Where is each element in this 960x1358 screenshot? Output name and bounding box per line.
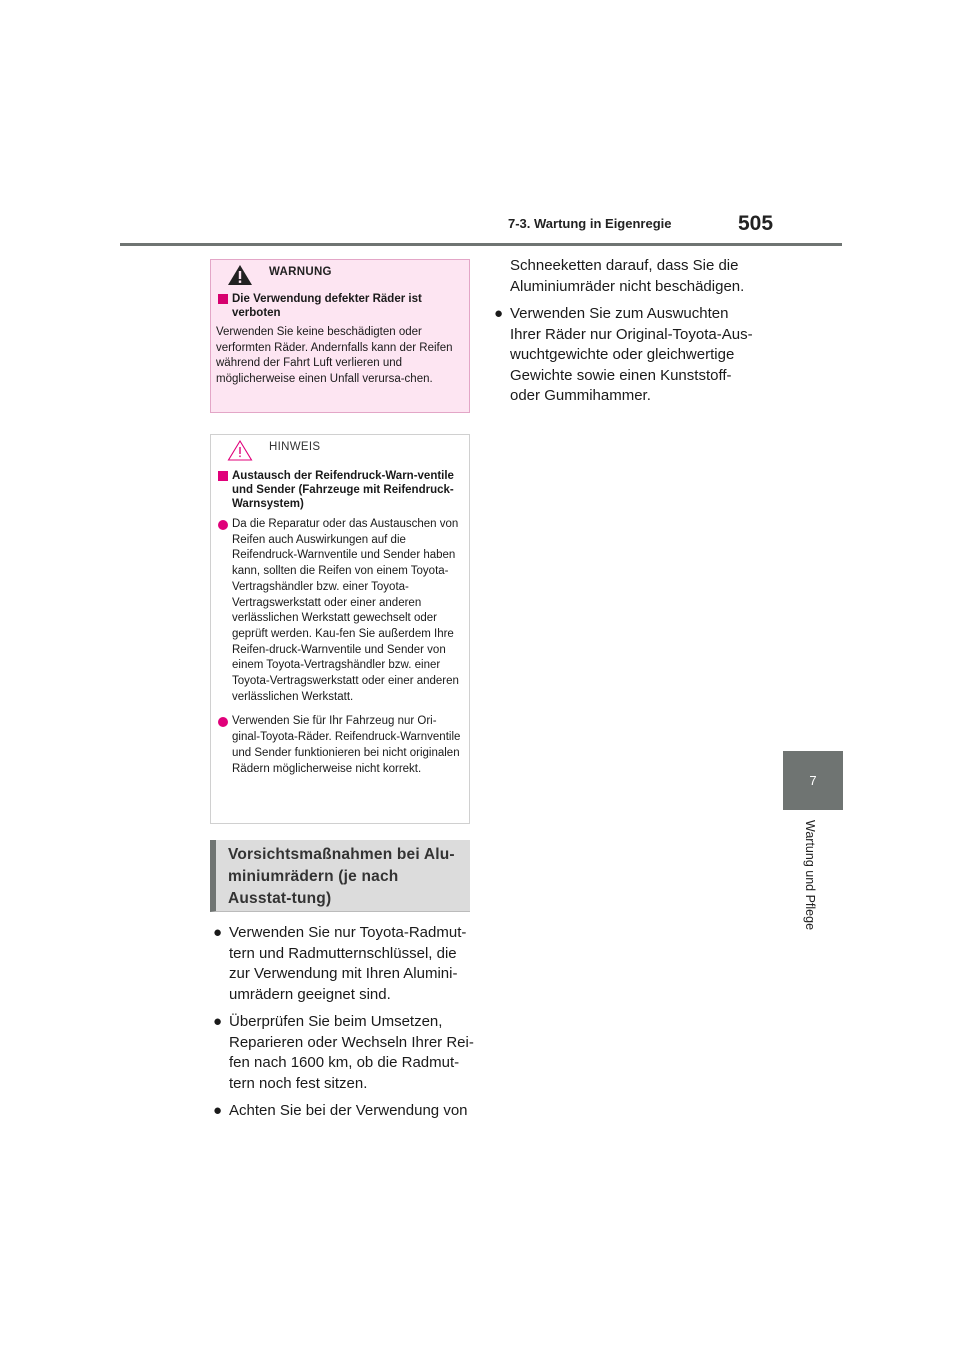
list-item — [213, 923, 475, 1005]
section-title: 7-3. Wartung in Eigenregie — [508, 216, 672, 231]
section-heading-text: Vorsichtsmaßnahmen bei Alu-miniumrädern (je nach Ausstat-tung) — [228, 846, 455, 907]
chapter-label: Wartung und Pflege — [803, 820, 817, 931]
list-item — [213, 1012, 475, 1094]
section-heading — [210, 840, 470, 912]
list-item — [216, 517, 461, 705]
hinweis-title: HINWEIS — [269, 441, 321, 453]
bullet-text: Achten Sie bei der Verwendung von — [229, 1102, 468, 1119]
square-bullet-icon — [218, 471, 228, 481]
bullet-dot-icon: ● — [213, 924, 223, 941]
header-divider — [120, 243, 842, 246]
round-bullet-icon — [218, 717, 228, 727]
list-item — [213, 1101, 475, 1122]
bullet-text: Verwenden Sie nur Toyota-Radmut-tern und Radmutternschlüssel, die zur Verwendung mit Ihren Alumini-umrädern geeignet sind. — [229, 924, 467, 1003]
bullet-continuation: Schneeketten darauf, dass Sie die Aluminiumräder nicht beschädigen. — [510, 257, 745, 295]
warning-heading-text: Die Verwendung defekter Räder ist verboten — [232, 293, 422, 319]
warning-text: Verwenden Sie keine beschädigten oder verformten Räder. Andernfalls kann der Reifen während der Fahrt Luft verlieren und möglicherweise einen Unfall verursa-chen. — [216, 326, 453, 385]
bullet-text: Verwenden Sie zum Auswuchten Ihrer Räder nur Original-Toyota-Aus-wuchtgewichte oder gleichwertige Gewichte sowie einen Kunststoff- oder Gummihammer. — [510, 305, 753, 404]
warning-box — [210, 259, 470, 413]
bullet-dot-icon: ● — [494, 305, 504, 322]
round-bullet-icon — [218, 520, 228, 530]
bullet-text: Überprüfen Sie beim Umsetzen, Reparieren oder Wechseln Ihrer Rei-fen nach 1600 km, ob die Radmut-tern noch fest sitzen. — [229, 1013, 474, 1092]
hinweis-header — [211, 435, 469, 461]
page-number: 505 — [738, 212, 774, 235]
square-bullet-icon — [218, 294, 228, 304]
bullet-list-right — [494, 256, 756, 414]
warning-triangle-icon — [227, 264, 253, 286]
list-item — [494, 304, 756, 407]
hinweis-heading — [216, 469, 461, 511]
bullet-list-left — [213, 923, 475, 1129]
bullet-dot-icon: ● — [213, 1102, 223, 1119]
caution-triangle-icon — [227, 439, 253, 461]
hinweis-heading-text: Austausch der Reifendruck-Warn-ventile und Sender (Fahrzeuge mit Reifendruck-Warnsystem) — [232, 470, 454, 510]
warning-heading — [216, 292, 461, 320]
warning-header — [211, 260, 469, 286]
warning-title: WARNUNG — [269, 266, 332, 278]
hinweis-item-text: Verwenden Sie für Ihr Fahrzeug nur Ori-ginal-Toyota-Räder. Reifendruck-Warnventile und Sender funktionieren bei nicht originalen Rädern möglicherweise nicht korrekt. — [232, 715, 461, 775]
hinweis-box — [210, 434, 470, 824]
hinweis-item-text: Da die Reparatur oder das Austauschen von Reifen auch Auswirkungen auf die Reifendruck-Warnventile und Sender haben kann, sollten die Reifen von einem Toyota-Vertragshändler bzw. einer Toyota-Vertragswerkstatt oder einer anderen verlässlichen Werkstatt gewechselt oder geprüft werden. Kau-fen Sie außerdem Ihre Reifen-druck-Warnventile und Sender von einem Toyota-Vertragshändler bzw. einer Toyota-Vertragswerkstatt oder einer anderen verlässlichen Werkstatt. — [232, 518, 459, 703]
bullet-dot-icon: ● — [213, 1013, 223, 1030]
list-item — [216, 714, 461, 777]
chapter-tab: 7 — [783, 751, 843, 810]
